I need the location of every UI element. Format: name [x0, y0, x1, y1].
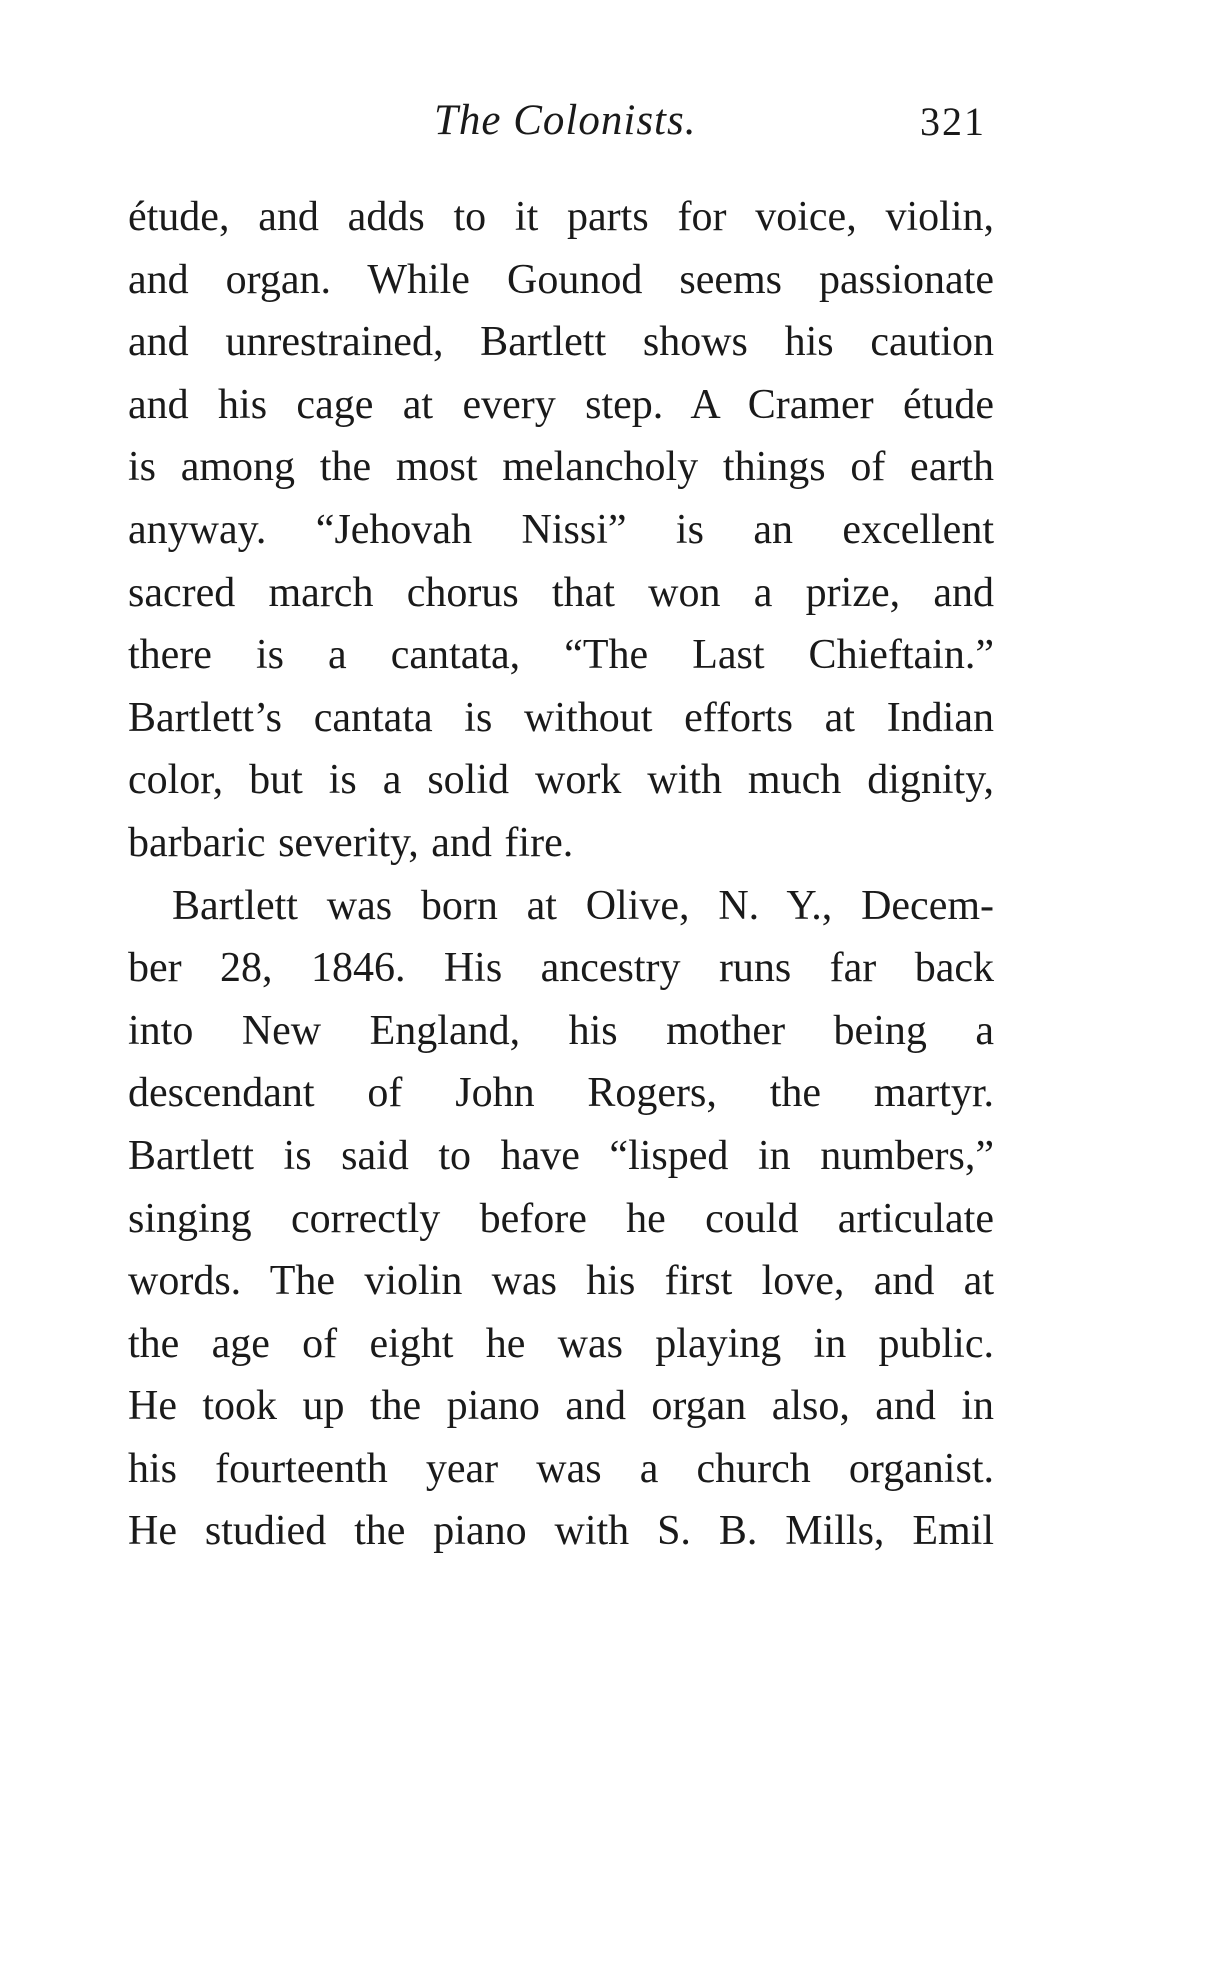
running-title: The Colonists.: [434, 97, 697, 144]
running-head: [0, 96, 1211, 156]
text-line: singing correctly before he could articulate: [128, 1195, 994, 1242]
text-line: words. The violin was his first love, and at: [128, 1258, 994, 1305]
page-number: 321: [920, 99, 986, 144]
text-line: and his cage at every step. A Cramer étude: [128, 381, 994, 428]
paragraph-start-line: Bartlett was born at Olive, N. Y., Decem-: [172, 882, 994, 929]
text-line: ber 28, 1846. His ancestry runs far back: [128, 945, 994, 992]
text-line: his fourteenth year was a church organist.: [128, 1445, 994, 1492]
text-line: there is a cantata, “The Last Chieftain.”: [128, 632, 994, 679]
text-line: the age of eight he was playing in public.: [128, 1320, 994, 1367]
text-line: Bartlett is said to have “lisped in numbers,”: [128, 1132, 994, 1179]
text-line: He studied the piano with S. B. Mills, Emil: [128, 1508, 994, 1555]
body-text: [128, 186, 994, 1563]
paragraph-end-line: barbaric severity, and fire.: [128, 819, 574, 866]
text-line: and organ. While Gounod seems passionate: [128, 256, 994, 303]
text-line: étude, and adds to it parts for voice, violin,: [128, 194, 994, 240]
text-line: is among the most melancholy things of earth: [128, 444, 994, 491]
text-line: descendant of John Rogers, the martyr.: [128, 1070, 994, 1117]
text-line: color, but is a solid work with much dignity,: [128, 757, 994, 804]
text-line: He took up the piano and organ also, and in: [128, 1383, 994, 1430]
text-line: into New England, his mother being a: [128, 1007, 994, 1054]
text-line: and unrestrained, Bartlett shows his caution: [128, 319, 994, 366]
text-line: Bartlett’s cantata is without efforts at Indian: [128, 694, 994, 741]
text-line: sacred march chorus that won a prize, and: [128, 569, 994, 616]
text-line: anyway. “Jehovah Nissi” is an excellent: [128, 506, 994, 553]
